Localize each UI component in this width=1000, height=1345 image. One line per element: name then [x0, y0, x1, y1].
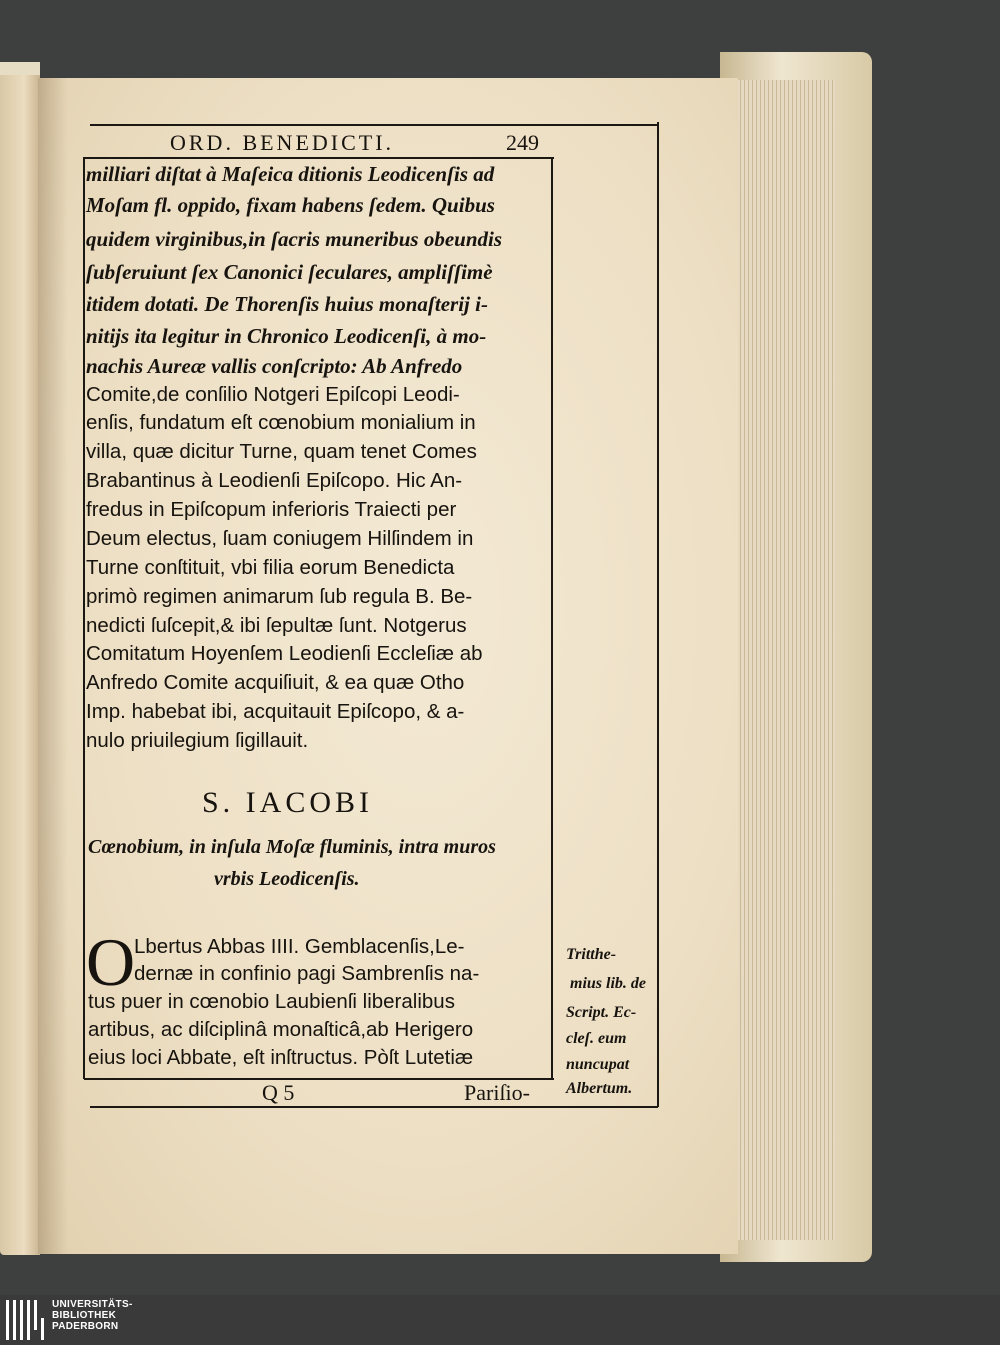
text-line: Lbertus Abbas IIII. Gemblacenſis,Le- — [134, 935, 465, 958]
text-line: ſubſeruiunt ſex Canonici ſeculares, ampliſſimè — [86, 260, 493, 284]
text-line: Imp. habebat ibi, acquitauit Epiſcopo, & a- — [86, 700, 465, 723]
previous-page — [0, 75, 40, 1255]
section-subtitle: vrbis Leodicenſis. — [214, 868, 360, 890]
text-line: artibus, ac diſciplinâ monaſticâ,ab Herigero — [88, 1018, 474, 1041]
frame-header-rule — [84, 157, 554, 159]
text-line: nachis Aureæ vallis conſcripto: Ab Anfredo — [86, 354, 463, 378]
text-line: Brabantinus à Leodienſi Epiſcopo. Hic An- — [86, 469, 463, 492]
page-stack-edges — [725, 80, 835, 1240]
text-line: Comitatum Hoyenſem Leodienſi Eccleſiæ ab — [86, 642, 483, 665]
marginal-note-line: cleſ. eum — [566, 1030, 627, 1047]
marginal-note-line: Tritthe- — [566, 946, 617, 963]
section-title: S. IACOBI — [202, 786, 374, 819]
text-line: nulo priuilegium ſigillauit. — [86, 729, 309, 752]
text-line: Deum electus, ſuam coniugem Hilſindem in — [86, 527, 474, 550]
text-line: nedicti ſuſcepit,& ibi ſepultæ ſunt. Notgerus — [86, 614, 467, 637]
running-title: ORD. BENEDICTI. — [170, 130, 395, 155]
text-line: Anfredo Comite acquiſiuit, & ea quæ Otho — [86, 671, 465, 694]
frame-inner-right-rule — [551, 157, 553, 1079]
text-line: dernæ in confinio pagi Sambrenſis na- — [134, 962, 480, 985]
frame-left-rule — [83, 157, 85, 1079]
text-line: Comite,de conſilio Notgeri Epiſcopi Leodi- — [86, 383, 460, 406]
section-subtitle: Cœnobium, in inſula Moſæ fluminis, intra muros — [88, 836, 496, 858]
text-line: eius loci Abbate, eſt inſtructus. Pòſt Lutetiæ — [88, 1046, 474, 1069]
marginal-note-line: Albertum. — [566, 1080, 633, 1097]
page-number: 249 — [506, 130, 539, 155]
library-logo-line: PADERBORN — [52, 1321, 119, 1332]
marginal-note-line: Script. Ec- — [566, 1004, 637, 1021]
marginal-note-line: mius lib. de — [570, 975, 647, 992]
text-line: quidem virginibus,in ſacris muneribus obeundis — [86, 227, 503, 251]
frame-outer-right-rule — [657, 122, 659, 1107]
library-logo-text — [52, 1299, 133, 1332]
library-logo-line: BIBLIOTHEK — [52, 1310, 117, 1321]
text-line: villa, quæ dicitur Turne, quam tenet Comes — [86, 440, 477, 463]
text-line: nitijs ita legitur in Chronico Leodicenſi, à mo- — [86, 324, 487, 348]
page-gutter-shadow — [38, 78, 68, 1254]
frame-top-rule — [90, 124, 658, 126]
drop-cap: O — [86, 924, 136, 1000]
catchword: Pariſio- — [464, 1080, 530, 1105]
text-line: Turne conſtituit, vbi filia eorum Benedicta — [86, 556, 455, 579]
text-line: milliari diſtat à Maſeica ditionis Leodicenſis ad — [86, 162, 495, 186]
signature-mark: Q 5 — [262, 1080, 295, 1105]
text-line: Moſam fl. oppido, fixam habens ſedem. Quibus — [86, 193, 495, 217]
text-line: enſis, fundatum eſt cœnobium monialium in — [86, 411, 476, 434]
marginal-note-line: nuncupat — [566, 1056, 630, 1073]
text-line: tus puer in cœnobio Laubienſi liberalibus — [88, 990, 455, 1013]
frame-bottom-rule — [90, 1106, 658, 1108]
library-logo-icon — [6, 1300, 46, 1340]
text-line: fredus in Epiſcopum inferioris Traiecti per — [86, 498, 457, 521]
text-line: primò regimen animarum ſub regula B. Be- — [86, 585, 473, 608]
text-line: itidem dotati. De Thorenſis huius monaſterij i- — [86, 292, 488, 316]
viewer-footer-bar — [0, 1295, 1000, 1345]
library-logo-line: UNIVERSITÄTS- — [52, 1299, 133, 1310]
